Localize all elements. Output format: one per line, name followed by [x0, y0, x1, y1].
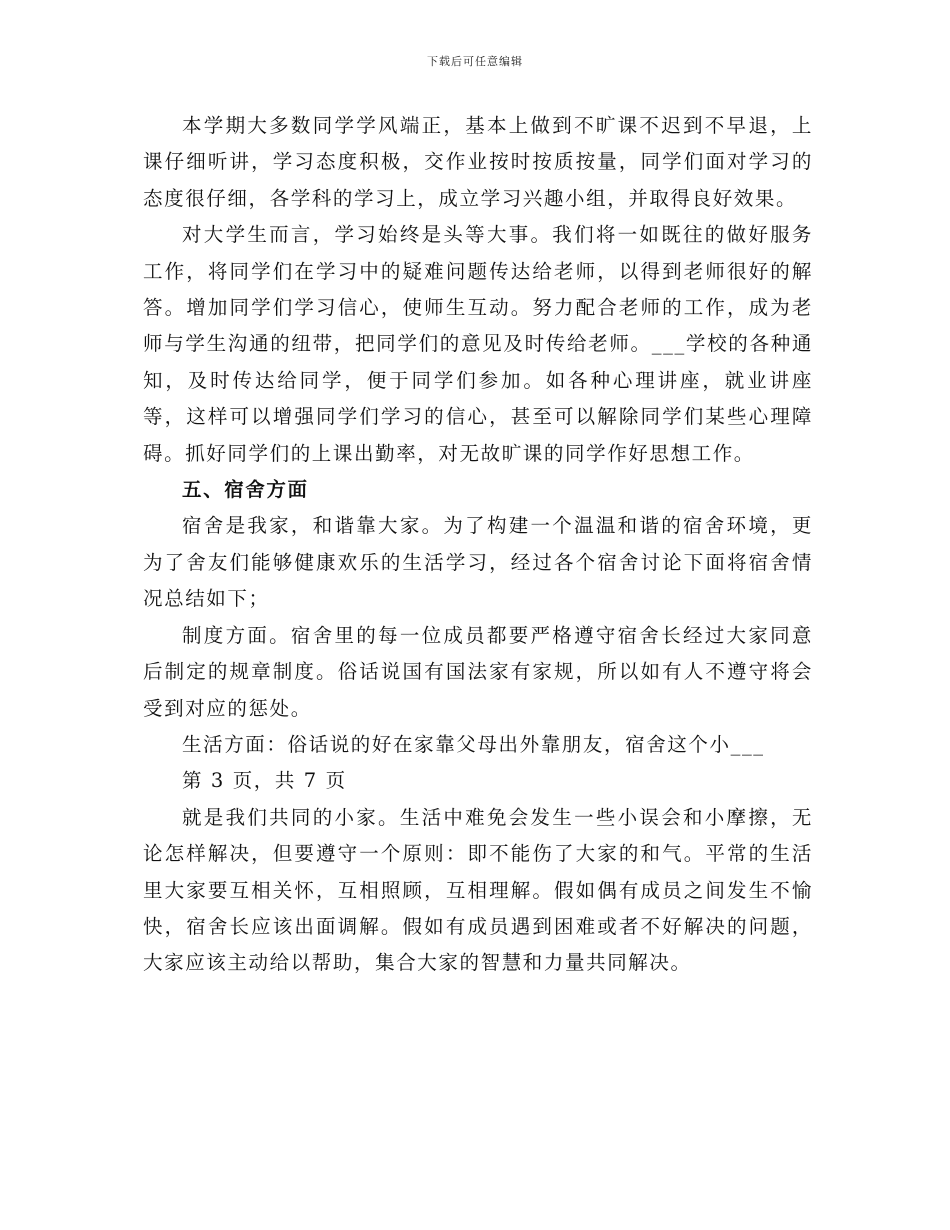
- paragraph-study-attitude: 本学期大多数同学学风端正，基本上做到不旷课不迟到不早退，上课仔细听讲，学习态度积极，交作业按时按质按量，同学们面对学习的态度很仔细，各学科的学习上，成立学习兴趣小组，并取得良好效果。: [143, 114, 813, 210]
- document-body: [143, 108, 813, 982]
- section-heading-dormitory: 五、宿舍方面: [182, 478, 309, 502]
- paragraph-dormitory-life: 生活方面：俗话说的好在家靠父母出外靠朋友，宿舍这个小___: [182, 732, 765, 756]
- paragraph-dormitory-harmony: 就是我们共同的小家。生活中难免会发生一些小误会和小摩擦，无论怎样解决，但要遵守一个原则：即不能伤了大家的和气。平常的生活里大家要互相关怀，互相照顾，互相理解。假如偶有成员之间发生不愉快，宿舍长应该出面调解。假如有成员遇到困难或者不好解决的问题，大家应该主动给以帮助，集合大家的智慧和力量共同解决。: [143, 805, 813, 975]
- paragraph-study-service: 对大学生而言，学习始终是头等大事。我们将一如既往的做好服务工作，将同学们在学习中的疑难问题传达给老师，以得到老师很好的解答。增加同学们学习信心，使师生互动。努力配合老师的工作，成为老师与学生沟通的纽带，把同学们的意见及时传给老师。___学校的各种通知，及时传达给同学，便于同学们参加。如各种心理讲座，就业讲座等，这样可以增强同学们学习的信心，甚至可以解除同学们某些心理障碍。抓好同学们的上课出勤率，对无故旷课的同学作好思想工作。: [143, 223, 813, 465]
- paragraph-dormitory-intro: 宿舍是我家，和谐靠大家。为了构建一个温温和谐的宿舍环境，更为了舍友们能够健康欢乐的生活学习，经过各个宿舍讨论下面将宿舍情况总结如下；: [143, 514, 813, 611]
- paragraph-dormitory-rules: 制度方面。宿舍里的每一位成员都要严格遵守宿舍长经过大家同意后制定的规章制度。俗话说国有国法家有家规，所以如有人不遵守将会受到对应的惩处。: [143, 623, 813, 720]
- page-number: 第 3 页，共 7 页: [182, 769, 347, 793]
- page-header: 下载后可任意编辑: [427, 55, 523, 68]
